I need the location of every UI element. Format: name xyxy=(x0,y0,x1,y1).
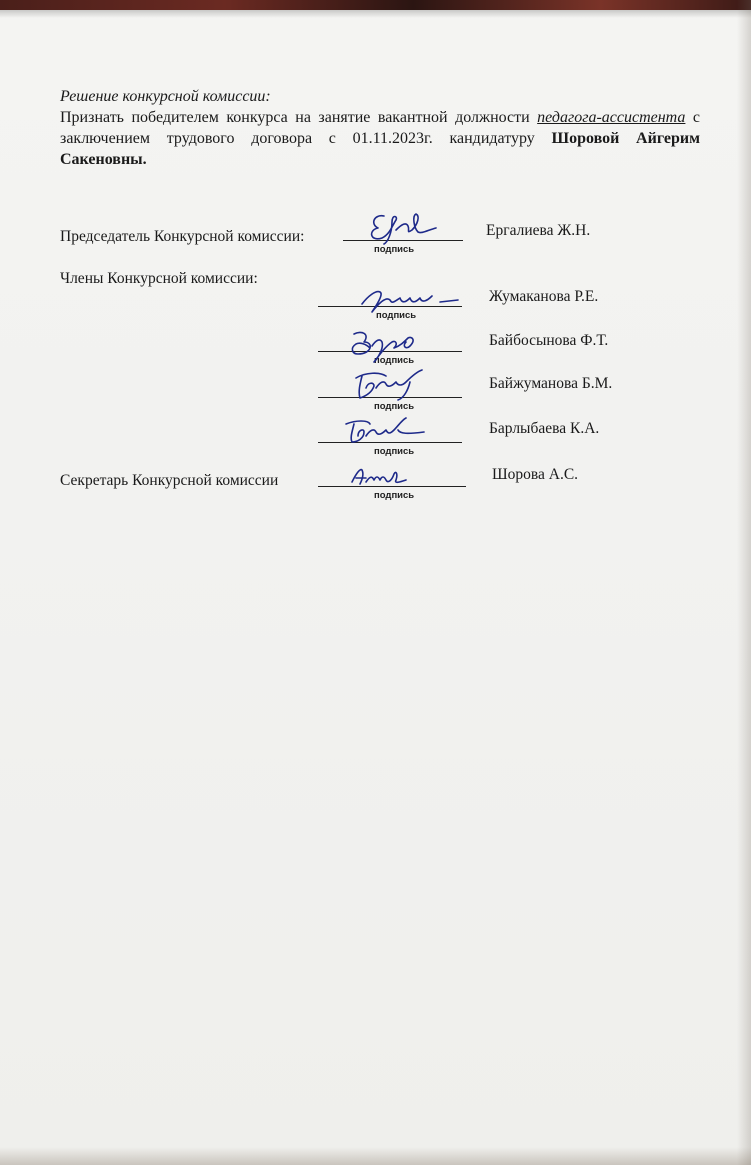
member-1-signature-caption: подпись xyxy=(376,310,417,321)
photo-right-edge xyxy=(737,0,751,1165)
secretary-name: Шорова А.С. xyxy=(492,466,579,483)
member-4-signature-caption: подпись xyxy=(374,446,415,457)
secretary-signature-caption: подпись xyxy=(374,490,415,501)
vacant-position: педагога-ассистента xyxy=(537,109,686,126)
chairman-signature-caption: подпись xyxy=(374,244,415,255)
member-2-signature-caption: подпись xyxy=(374,355,415,366)
chairman-signature-icon xyxy=(362,204,442,248)
commission-decision xyxy=(60,86,700,170)
chairman-name: Ергалиева Ж.Н. xyxy=(486,222,591,239)
photo-bottom-edge xyxy=(0,1147,751,1165)
member-3-signature-icon xyxy=(346,364,436,404)
chairman-label: Председатель Конкурсной комиссии: xyxy=(60,228,305,245)
member-1-signature-icon xyxy=(356,282,462,316)
photo-top-shadow xyxy=(0,10,751,18)
secretary-signature-icon xyxy=(348,464,408,490)
member-4-name: Барлыбаева К.А. xyxy=(489,420,600,437)
members-label: Члены Конкурсной комиссии: xyxy=(60,270,258,287)
member-4-signature-icon xyxy=(340,414,430,448)
member-2-name: Байбосынова Ф.Т. xyxy=(489,332,609,349)
decision-text-middle: с заключением трудового договора с 01.11.2023г. кандидатуру xyxy=(60,109,700,147)
decision-title: Решение конкурсной комиссии: xyxy=(60,88,271,105)
winning-candidate: Шоровой Айгерим Сакеновны. xyxy=(60,130,701,168)
member-2-signature-icon xyxy=(340,324,424,364)
decision-text-before: Признать победителем конкурса на занятие вакантной должности xyxy=(60,109,538,126)
decision-text xyxy=(60,107,700,170)
member-1-name: Жумаканова Р.Е. xyxy=(489,288,599,305)
secretary-label: Секретарь Конкурсной комиссии xyxy=(60,472,279,489)
member-3-signature-caption: подпись xyxy=(374,401,415,412)
member-3-name: Байжуманова Б.М. xyxy=(489,375,613,392)
photo-top-edge xyxy=(0,0,751,10)
